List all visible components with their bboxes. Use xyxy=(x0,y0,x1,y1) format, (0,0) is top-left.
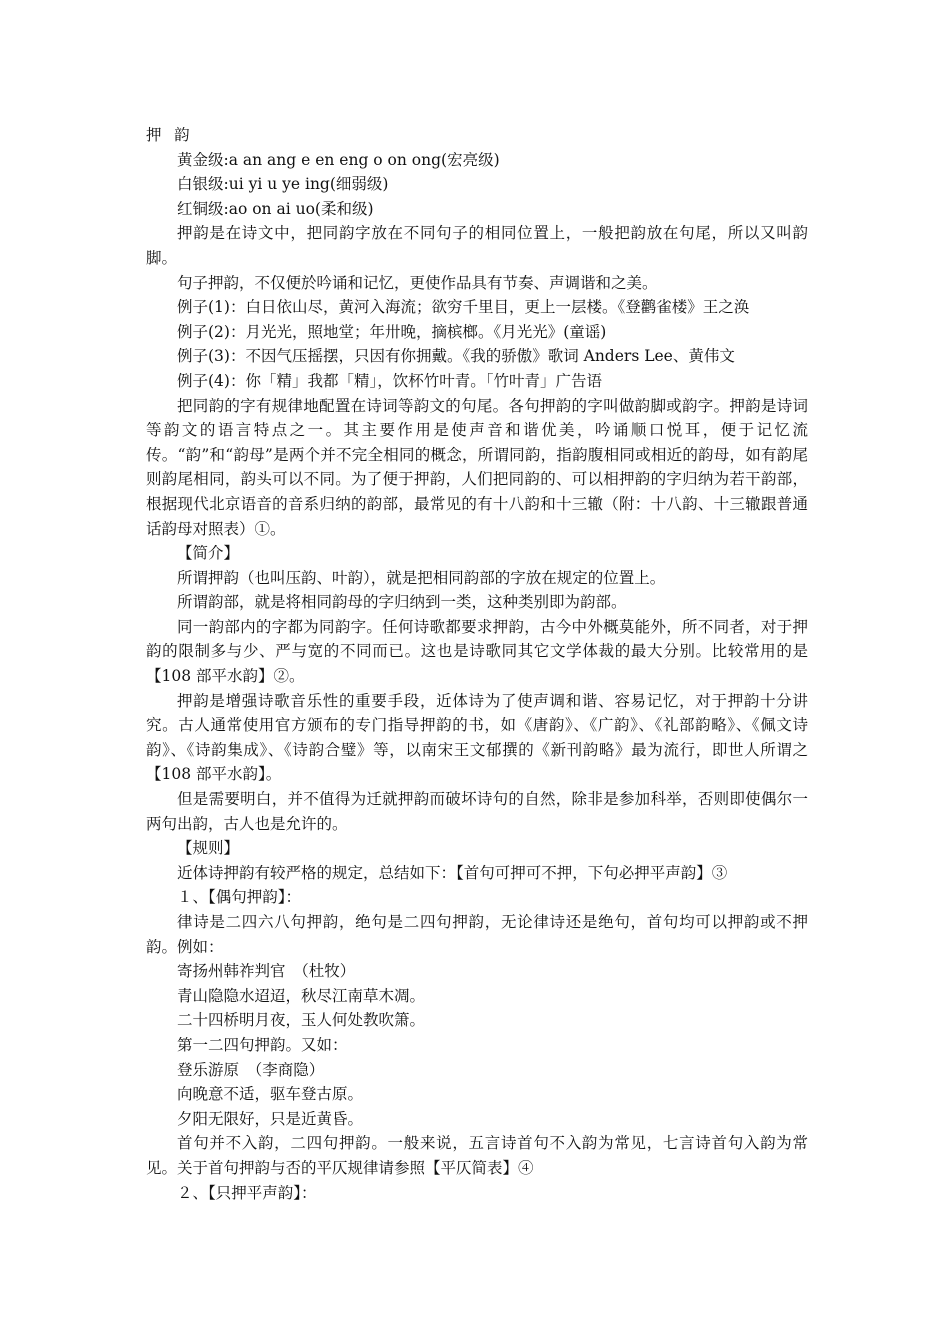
document-title: 押 韵 xyxy=(146,126,194,144)
paragraph: 黄金级:a an ang e en eng o on ong(宏亮级) xyxy=(177,150,500,169)
poem-title: 登乐游原 （李商隐） xyxy=(177,1060,325,1079)
paragraph: 例子(3)：不因气压摇摆，只因有你拥戴。《我的骄傲》歌词 Anders Lee、黄伟文 xyxy=(177,347,735,366)
paragraph: 例子(2)：月光光，照地堂；年卅晚，摘槟榔。《月光光》(童谣) xyxy=(177,322,607,341)
paragraph: 白银级:ui yi u ye ing(细弱级) xyxy=(177,175,389,194)
paragraph: 例子(4)：你「精」我都「精」，饮杯竹叶青。「竹叶青」广告语 xyxy=(177,371,602,390)
paragraph: 所谓韵部，就是将相同韵母的字归纳到一类，这种类别即为韵部。 xyxy=(177,593,627,612)
paragraph: 句子押韵，不仅便於吟诵和记忆，更使作品具有节奏、声调谐和之美。 xyxy=(177,273,658,292)
section-heading-rules: 【规则】 xyxy=(177,839,240,858)
paragraph: 但是需要明白，并不值得为迁就押韵而破坏诗句的自然，除非是参加科举，否则即使偶尔一两句出韵，古人也是允许的。 xyxy=(146,790,808,833)
paragraph: 押韵是在诗文中，把同韵字放在不同句子的相同位置上，一般把韵放在句尾，所以又叫韵脚。 xyxy=(146,224,808,267)
paragraph: 律诗是二四六八句押韵，绝句是二四句押韵，无论律诗还是绝句，首句均可以押韵或不押韵。例如： xyxy=(146,913,808,956)
subsection-heading: ２、【只押平声韵】： xyxy=(177,1183,317,1202)
paragraph: 例子(1)：白日依山尽，黄河入海流；欲穷千里目，更上一层楼。《登鹳雀楼》王之涣 xyxy=(177,298,750,317)
paragraph: 近体诗押韵有较严格的规定，总结如下：【首句可押可不押，下句必押平声韵】③ xyxy=(177,863,728,882)
section-heading-intro: 【简介】 xyxy=(177,544,240,563)
paragraph: 首句并不入韵，二四句押韵。一般来说，五言诗首句不入韵为常见，七言诗首句入韵为常见。关于首句押韵与否的平仄规律请参照【平仄简表】④ xyxy=(146,1134,808,1177)
paragraph: 红铜级:ao on ai uo(柔和级) xyxy=(177,199,374,218)
subsection-heading: １、【偶句押韵】： xyxy=(177,888,302,907)
poem-line: 青山隐隐水迢迢，秋尽江南草木凋。 xyxy=(177,986,426,1005)
paragraph: 押韵是增强诗歌音乐性的重要手段，近体诗为了使声调和谐、容易记忆，对于押韵十分讲究。古人通常使用官方颁布的专门指导押韵的书，如《唐韵》、《广韵》、《礼部韵略》、《佩文诗韵》、《诗韵集成》、《诗韵合璧》等，以南宋王文郁撰的《新刊韵略》最为流行，即世人所谓之【108 部平水韵】。 xyxy=(146,691,808,784)
paragraph: 所谓押韵（也叫压韵、叶韵），就是把相同韵部的字放在规定的位置上。 xyxy=(177,568,666,587)
poem-line: 夕阳无限好，只是近黄昏。 xyxy=(177,1109,364,1128)
paragraph: 第一二四句押韵。又如： xyxy=(177,1035,348,1054)
poem-line: 向晚意不适，驱车登古原。 xyxy=(177,1085,364,1104)
paragraph: 把同韵的字有规律地配置在诗词等韵文的句尾。各句押韵的字叫做韵脚或韵字。押韵是诗词等韵文的语言特点之一。其主要作用是使声音和谐优美，吟诵顺口悦耳，便于记忆流传。“韵”和“韵母”是两个并不完全相同的概念，所谓同韵，指韵腹相同或相近的韵母，如有韵尾则韵尾相同，韵头可以不同。为了便于押韵，人们把同韵的、可以相押韵的字归纳为若干韵部，根据现代北京语音的音系归纳的韵部，最常见的有十八韵和十三辙（附：十八韵、十三辙跟普通话韵母对照表）①。 xyxy=(146,396,808,538)
paragraph: 同一韵部内的字都为同韵字。任何诗歌都要求押韵，古今中外概莫能外，所不同者，对于押韵的限制多与少、严与宽的不同而已。这也是诗歌同其它文学体裁的最大分别。比较常用的是【108 部平水韵】②。 xyxy=(146,617,808,686)
document-body xyxy=(146,123,808,1205)
poem-line: 二十四桥明月夜，玉人何处教吹箫。 xyxy=(177,1011,426,1030)
poem-title: 寄扬州韩祚判官 （杜牧） xyxy=(177,962,356,981)
